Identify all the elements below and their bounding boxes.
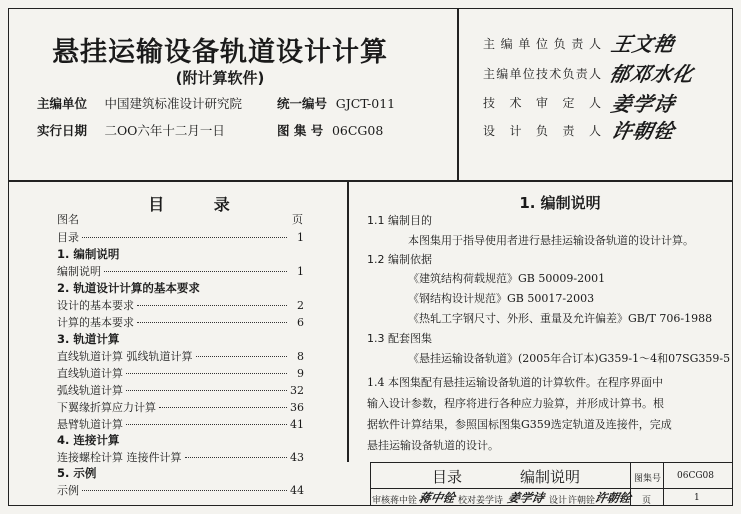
tb-left — [370, 462, 371, 506]
toc-dots — [82, 237, 287, 238]
basis-item-3: 《热轧工字钢尺寸、外形、重量及允许偏差》GB/T 706-1988 — [408, 312, 713, 325]
code-label: 统一编号 — [277, 96, 328, 111]
toc-dots — [82, 490, 287, 491]
atlas-value: 06CG08 — [331, 123, 384, 138]
toc-entry-page: 6 — [297, 316, 304, 329]
toc-section-5: 5. 示例 — [57, 466, 97, 480]
toc-entry-name: 直线轨道计算 — [57, 367, 123, 380]
toc-col-page: 页 — [292, 213, 303, 226]
resp-label-3: 技术审定人 — [483, 96, 601, 110]
toc-dots — [104, 271, 287, 272]
header-divider — [8, 180, 733, 182]
toc-entry[interactable] — [57, 399, 304, 415]
tb-review-label: 审核 — [372, 496, 391, 506]
atlas-label: 图 集 号 — [277, 123, 324, 138]
signature-2: 郁邓水化 — [607, 62, 697, 86]
description-heading: 1. 编制说明 — [519, 194, 601, 212]
toc-section-1: 1. 编制说明 — [57, 247, 120, 261]
resp-label-4: 设计负责人 — [483, 124, 601, 138]
tb-review-signature: 蒋中铨 — [417, 491, 457, 505]
toc-heading: 目 录 — [148, 195, 252, 214]
tb-page-value: 1 — [694, 493, 700, 503]
page-subtitle: (附计算软件) — [175, 69, 265, 87]
tb-title-2: 编制说明 — [520, 468, 581, 486]
signature-3: 姜学诗 — [609, 92, 678, 116]
toc-col-name: 图名 — [57, 213, 79, 226]
toc-entry-page: 1 — [297, 231, 304, 244]
resp-row-3 — [483, 94, 601, 111]
editor-value: 中国建筑标准设计研究院 — [104, 96, 242, 111]
toc-entry[interactable] — [57, 297, 304, 313]
toc-dots — [185, 457, 288, 458]
toc-entry-page: 2 — [297, 299, 304, 312]
tb-title-1: 目录 — [432, 468, 463, 486]
date-info — [37, 121, 225, 139]
toc-entry[interactable] — [57, 416, 304, 432]
toc-entry-name: 下翼缘折算应力计算 — [57, 401, 156, 414]
tb-top — [370, 462, 733, 463]
tb-design-name: 许朝铨 — [568, 496, 596, 506]
basis-item-2: 《钢结构设计规范》GB 50017-2003 — [408, 292, 595, 305]
section-1-3-title: 1.3 配套图集 — [367, 332, 432, 345]
date-value: 二OO六年十二月一日 — [104, 123, 225, 138]
section-1-1-title: 1.1 编制目的 — [367, 214, 432, 227]
editor-label: 主编单位 — [37, 96, 88, 111]
toc-dots — [126, 390, 287, 391]
tb-check-name: 姜学诗 — [476, 496, 504, 506]
tb-review-name: 蒋中铨 — [390, 496, 418, 506]
toc-entry[interactable] — [57, 229, 304, 245]
toc-entry-page: 44 — [290, 484, 304, 497]
toc-entry-name: 示例 — [57, 484, 79, 497]
toc-dots — [196, 356, 288, 357]
content-vertical-divider — [347, 181, 349, 462]
code-info — [277, 94, 395, 112]
section-1-4-line-4: 悬挂运输设备轨道的设计。 — [367, 439, 499, 452]
toc-entry-name: 连接螺栓计算 连接件计算 — [57, 451, 182, 464]
toc-entry-name: 直线轨道计算 弧线轨道计算 — [57, 350, 193, 363]
tb-page-label: 页 — [642, 496, 652, 506]
toc-entry-page: 43 — [290, 451, 304, 464]
toc-dots — [126, 373, 287, 374]
date-label: 实行日期 — [37, 123, 88, 138]
signature-4: 许朝铨 — [609, 119, 678, 143]
toc-entry[interactable] — [57, 482, 304, 498]
tb-check-label: 校对 — [458, 496, 477, 506]
toc-entry-page: 32 — [290, 384, 304, 397]
toc-entry-name: 设计的基本要求 — [57, 299, 134, 312]
toc-entry-name: 编制说明 — [57, 265, 101, 278]
atlas-info — [277, 121, 383, 139]
resp-label-2: 主编单位技术负责人 — [483, 67, 601, 81]
toc-entry-name: 弧线轨道计算 — [57, 384, 123, 397]
code-value: GJCT-011 — [335, 96, 396, 111]
section-1-4-line-1: 1.4 本图集配有悬挂运输设备轨道的计算软件。在程序界面中 — [367, 376, 663, 389]
tb-design-label: 设计 — [549, 496, 568, 506]
toc-section-2: 2. 轨道设计计算的基本要求 — [57, 281, 200, 295]
resp-row-4 — [483, 122, 601, 139]
signature-1: 王文艳 — [609, 32, 678, 56]
toc-entry[interactable] — [57, 365, 304, 381]
tb-design-signature: 许朝铨 — [593, 491, 633, 505]
toc-entry-page: 1 — [297, 265, 304, 278]
toc-entry-page: 9 — [297, 367, 304, 380]
toc-entry-page: 41 — [290, 418, 304, 431]
section-1-3-body: 《悬挂运输设备轨道》(2005年合订本)G359-1～4和07SG359-5 — [408, 352, 731, 365]
header-vertical-divider — [457, 8, 459, 180]
tb-check-signature: 姜学诗 — [506, 491, 546, 505]
page-title: 悬挂运输设备轨道设计计算 — [52, 37, 388, 68]
tb-atlas-label: 图集号 — [634, 474, 662, 484]
toc-dots — [159, 407, 287, 408]
toc-section-3: 3. 轨道计算 — [57, 332, 120, 346]
editor-info — [37, 94, 242, 112]
toc-entry[interactable] — [57, 263, 304, 279]
resp-row-1 — [483, 35, 601, 52]
basis-item-1: 《建筑结构荷载规范》GB 50009-2001 — [408, 272, 606, 285]
tb-atlas-value: 06CG08 — [677, 471, 714, 481]
section-1-4-line-3: 据软件计算结果，参照国标图集G359选定轨道及连接件，完成 — [367, 418, 672, 431]
toc-dots — [137, 322, 287, 323]
section-1-1-body: 本图集用于指导使用者进行悬挂运输设备轨道的设计计算。 — [408, 234, 694, 247]
section-1-4-line-2: 输入设计参数，程序将进行各种应力验算，并形成计算书。根 — [367, 397, 664, 410]
toc-entry-name: 目录 — [57, 231, 79, 244]
resp-label-1: 主编单位负责人 — [483, 37, 601, 51]
tb-v2 — [663, 462, 664, 506]
toc-entry-page: 8 — [297, 350, 304, 363]
toc-entry-page: 36 — [290, 401, 304, 414]
toc-entry[interactable] — [57, 382, 304, 398]
toc-entry[interactable] — [57, 449, 304, 465]
toc-entry-name: 计算的基本要求 — [57, 316, 134, 329]
toc-entry[interactable] — [57, 314, 304, 330]
resp-row-2 — [483, 65, 601, 82]
toc-entry-name: 悬臂轨道计算 — [57, 418, 123, 431]
toc-section-4: 4. 连接计算 — [57, 433, 120, 447]
toc-dots — [126, 424, 287, 425]
section-1-2-title: 1.2 编制依据 — [367, 253, 432, 266]
toc-dots — [137, 305, 287, 306]
toc-entry[interactable] — [57, 348, 304, 364]
